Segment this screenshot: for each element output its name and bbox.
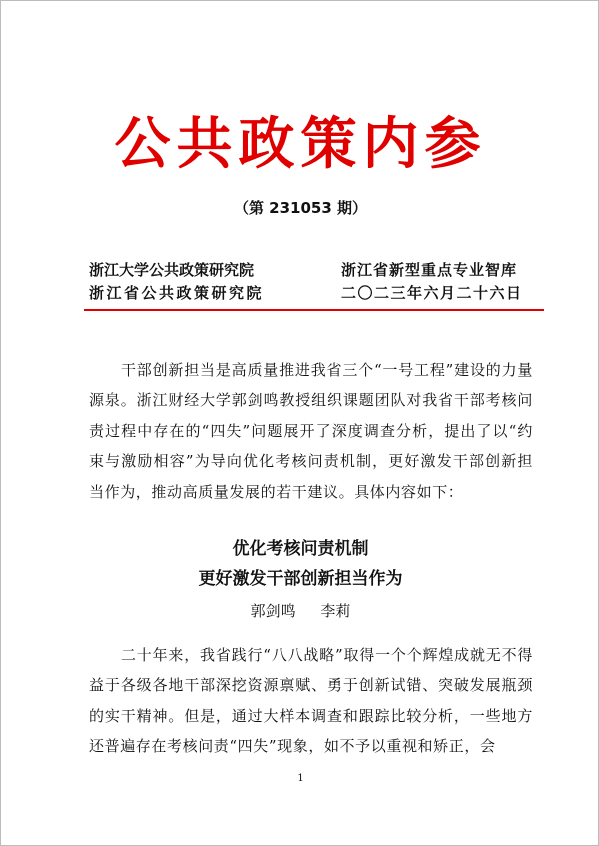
page-number: 1 [297, 773, 304, 784]
body-paragraph: 二十年来，我省践行“八八战略”取得一个个辉煌成就无不得益于各级各地干部深挖资源禀赋、勇于创新试错、突破发展瓶颈的实干精神。但是，通过大样本调查和跟踪比较分析，一些地方还普遍存在考核问责“四失”现象，如不予以重视和矫正，会 [89, 646, 533, 756]
publish-date: 二〇二三年六月二十六日 [341, 284, 523, 302]
issue-number: （第 231053 期） [233, 199, 368, 217]
publisher-left-2: 浙江省公共政策研究院 [89, 284, 265, 302]
author-name: 李莉 [320, 602, 351, 620]
publisher-left-1: 浙江大学公共政策研究院 [89, 261, 255, 279]
publisher-right-1: 浙江省新型重点专业智库 [341, 261, 518, 279]
intro-paragraph: 干部创新担当是高质量推进我省三个“一号工程”建设的力量源泉。浙江财经大学郭剑鸣教授组织课题团队对我省干部考核问责过程中存在的“四失”问题展开了深度调查分析，提出了以“约束与激励相容”为导向优化考核问责机制，更好激发干部创新担当作为，推动高质量发展的若干建议。具体内容如下： [89, 361, 533, 501]
header-divider [84, 309, 544, 311]
masthead-title: 公共政策内参 [114, 111, 487, 177]
article-title-line-1: 优化考核问责机制 [232, 539, 369, 559]
author-name: 郭剑鸣 [250, 602, 296, 620]
authors [1, 600, 599, 621]
article-title-line-2: 更好激发干部创新担当作为 [198, 569, 403, 589]
